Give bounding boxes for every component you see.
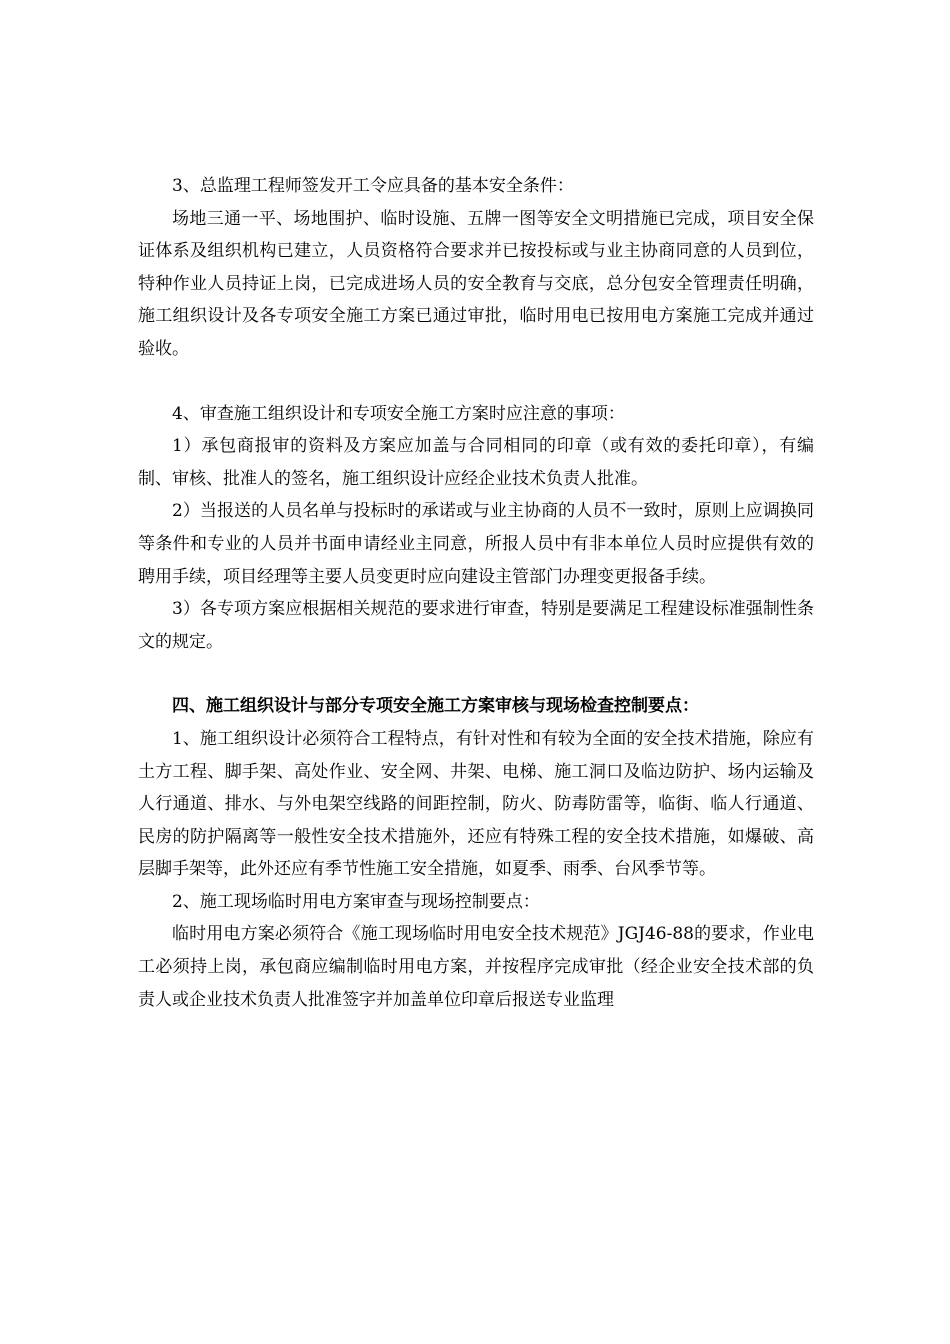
paragraph-temp-power-title: 2、施工现场临时用电方案审查与现场控制要点： (172, 891, 540, 912)
paragraph-temp-power-body: 临时用电方案必须符合《施工现场临时用电安全技术规范》JGJ46-88的要求，作业电工必须持上岗，承包商应编制临时用电方案，并按程序完成审批（经企业安全技术部的负责人或企业技术负责人批准签字并加盖单位印章后报送专业监理 (138, 924, 814, 1010)
paragraph-item-4-2: 2）当报送的人员名单与投标时的承诺或与业主协商的人员不一致时，原则上应调换同等条件和专业的人员并书面申请经业主同意，所报人员中有非本单位人员时应提供有效的聘用手续，项目经理等主要人员变更时应向建设主管部门办理变更报备手续。 (138, 501, 814, 587)
paragraph-safety-conditions: 场地三通一平、场地围护、临时设施、五牌一图等安全文明措施已完成，项目安全保证体系及组织机构已建立，人员资格符合要求并已按投标或与业主协商同意的人员到位，特种作业人员持证上岗，已完成进场人员的安全教育与交底，总分包安全管理责任明确，施工组织设计及各专项安全施工方案已通过审批，临时用电已按用电方案施工完成并通过验收。 (138, 208, 814, 359)
paragraph-item-4-title: 4、审查施工组织设计和专项安全施工方案时应注意的事项： (172, 403, 625, 424)
paragraph-spacer (138, 658, 814, 690)
paragraph-construction-design: 1、施工组织设计必须符合工程特点，有针对性和有较为全面的安全技术措施，除应有土方工程、脚手架、高处作业、安全网、井架、电梯、施工洞口及临边防护、场内运输及人行通道、排水、与外电架空线路的间距控制，防火、防毒防雷等，临街、临人行通道、民房的防护隔离等一般性安全技术措施外，还应有特殊工程的安全技术措施，如爆破、高层脚手架等，此外还应有季节性施工安全措施，如夏季、雨季、台风季节等。 (138, 728, 814, 880)
document-body (138, 170, 814, 1016)
section-heading-4: 四、施工组织设计与部分专项安全施工方案审核与现场检查控制要点： (172, 696, 699, 717)
paragraph-item-4-1: 1）承包商报审的资料及方案应加盖与合同相同的印章（或有效的委托印章），有编制、审核、批准人的签名，施工组织设计应经企业技术负责人批准。 (138, 436, 814, 489)
paragraph-item-3-title: 3、总监理工程师签发开工令应具备的基本安全条件： (172, 176, 574, 196)
paragraph-spacer (138, 366, 814, 398)
paragraph-item-4-3: 3）各专项方案应根据相关规范的要求进行审查，特别是要满足工程建设标准强制性条文的规定。 (138, 599, 814, 652)
